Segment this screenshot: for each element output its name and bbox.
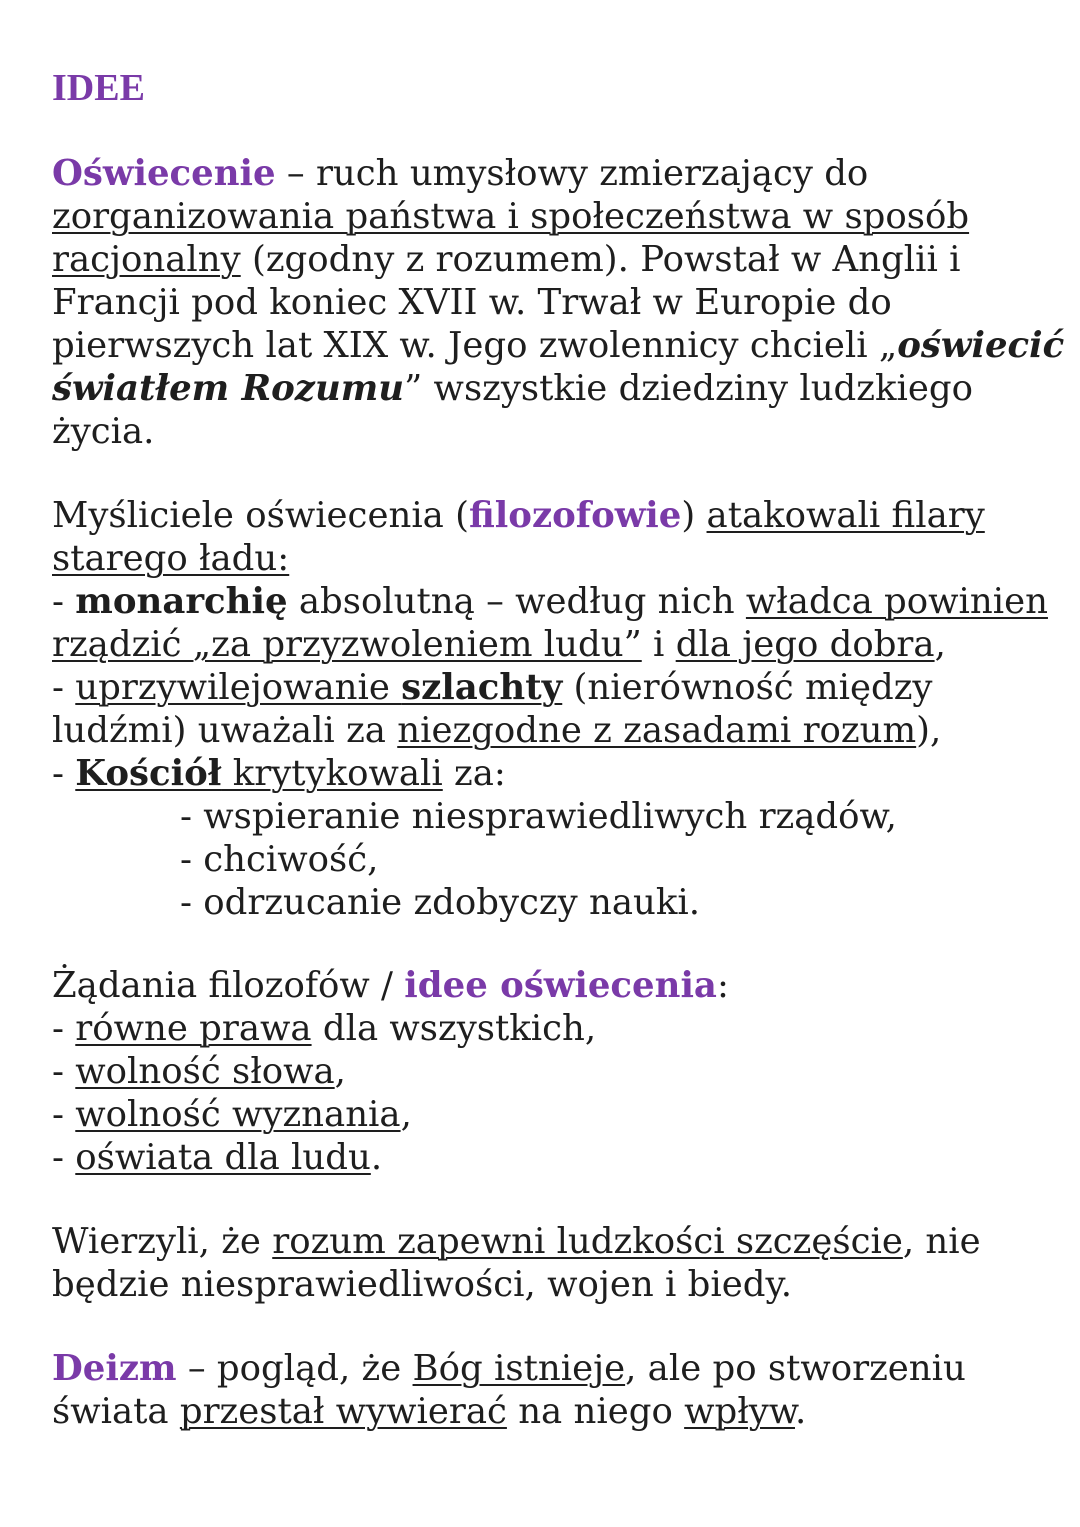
monarchy-item: - monarchię absolutną – według nich władca powinien: [52, 581, 1048, 622]
nobility-item: - uprzywilejowanie szlachty (nierówność między: [52, 667, 933, 708]
page-title: IDEE: [52, 67, 145, 109]
enlightenment-definition-line-2: zorganizowania państwa i społeczeństwa w sposób: [52, 196, 970, 237]
term-deizm: Deizm: [52, 1348, 177, 1389]
deism-line-2: świata przestał wywierać na niego wpływ.: [52, 1391, 807, 1432]
demand-item: - wolność słowa,: [52, 1051, 346, 1092]
nobility-item-cont: ludźmi) uważali za niezgodne z zasadami rozum),: [52, 710, 942, 751]
demand-item: - oświata dla ludu.: [52, 1137, 383, 1178]
term-oswiecenie: Oświecenie: [52, 153, 276, 194]
church-subitem: - odrzucanie zdobyczy nauki.: [180, 882, 701, 923]
enlightenment-definition-line-7: życia.: [52, 411, 155, 452]
demand-item: - równe prawa dla wszystkich,: [52, 1008, 597, 1049]
enlightenment-definition-line-6: światłem Rozumu” wszystkie dziedziny ludzkiego: [52, 368, 973, 409]
church-subitem: - chciwość,: [180, 839, 379, 880]
demand-item: - wolność wyznania,: [52, 1094, 412, 1135]
deism-line-1: Deizm – pogląd, że Bóg istnieje, ale po stworzeniu: [52, 1348, 966, 1389]
enlightenment-definition-line-4: Francji pod koniec XVII w. Trwał w Europie do: [52, 282, 892, 323]
enlightenment-definition-line-1: Oświecenie – ruch umysłowy zmierzający do: [52, 153, 869, 194]
enlightenment-definition-line-3: racjonalny (zgodny z rozumem). Powstał w Anglii i: [52, 239, 961, 280]
belief-line-1: Wierzyli, że rozum zapewni ludzkości szczęście, nie: [52, 1221, 981, 1262]
philosophers-line-1: Myśliciele oświecenia (filozofowie) atakowali filary: [52, 495, 985, 536]
church-subitem: - wspieranie niesprawiedliwych rządów,: [180, 796, 897, 837]
church-item: - Kościół krytykowali za:: [52, 753, 506, 794]
belief-line-2: będzie niesprawiedliwości, wojen i biedy.: [52, 1264, 793, 1305]
term-idee-oswiecenia: idee oświecenia: [404, 965, 717, 1006]
philosophers-line-2: starego ładu:: [52, 538, 290, 579]
enlightenment-definition-line-5: pierwszych lat XIX w. Jego zwolennicy chcieli „oświecić: [52, 325, 1065, 366]
monarchy-item-cont: rządzić „za przyzwoleniem ludu” i dla jego dobra,: [52, 624, 946, 665]
term-filozofowie: filozofowie: [468, 495, 682, 536]
demands-heading: Żądania filozofów / idee oświecenia:: [52, 965, 729, 1006]
